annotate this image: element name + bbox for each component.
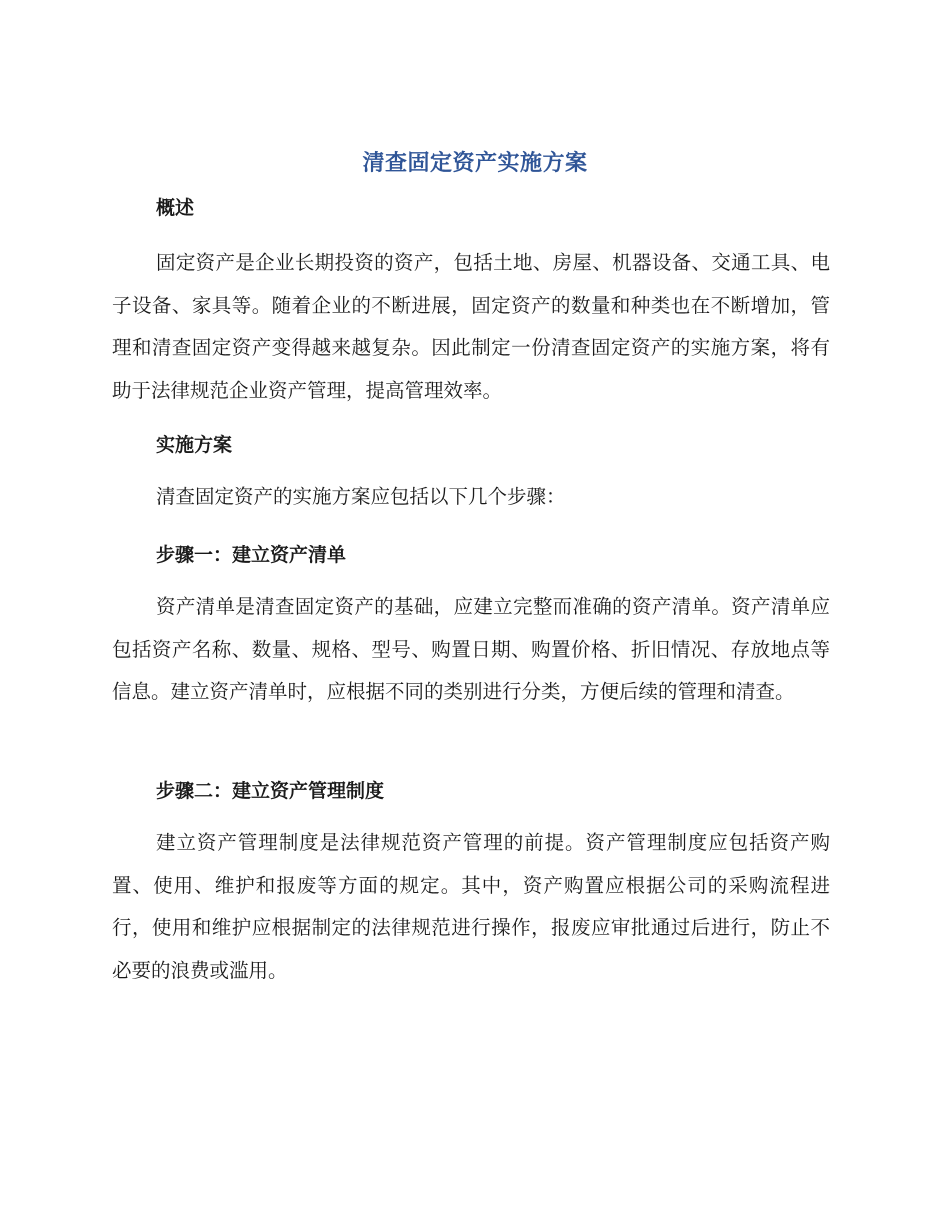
- section-heading-overview: 概述: [156, 197, 195, 219]
- section-paragraph-step-one: 资产清单是清查固定资产的基础，应建立完整而准确的资产清单。资产清单应包括资产名称、数量、规格、型号、购置日期、购置价格、折旧情况、存放地点等信息。建立资产清单时，应根据不同的类别进行分类，方便后续的管理和清查。: [112, 595, 830, 703]
- section-heading-step-two: 步骤二：建立资产管理制度: [156, 780, 385, 802]
- section-paragraph-step-two: 建立资产管理制度是法律规范资产管理的前提。资产管理制度应包括资产购置、使用、维护和报废等方面的规定。其中，资产购置应根据公司的采购流程进行，使用和维护应根据制定的法律规范进行操作，报废应审批通过后进行，防止不必要的浪费或滥用。: [112, 831, 830, 982]
- section-paragraph-overview: 固定资产是企业长期投资的资产，包括土地、房屋、机器设备、交通工具、电子设备、家具等。随着企业的不断进展，固定资产的数量和种类也在不断增加，管理和清查固定资产变得越来越复杂。因此制定一份清查固定资产的实施方案，将有助于法律规范企业资产管理，提高管理效率。: [112, 251, 830, 402]
- section-paragraph-plan: 清查固定资产的实施方案应包括以下几个步骤：: [156, 485, 566, 508]
- document-title: 清查固定资产实施方案: [362, 151, 588, 176]
- section-heading-step-one: 步骤一：建立资产清单: [156, 544, 347, 566]
- section-heading-plan: 实施方案: [156, 434, 233, 456]
